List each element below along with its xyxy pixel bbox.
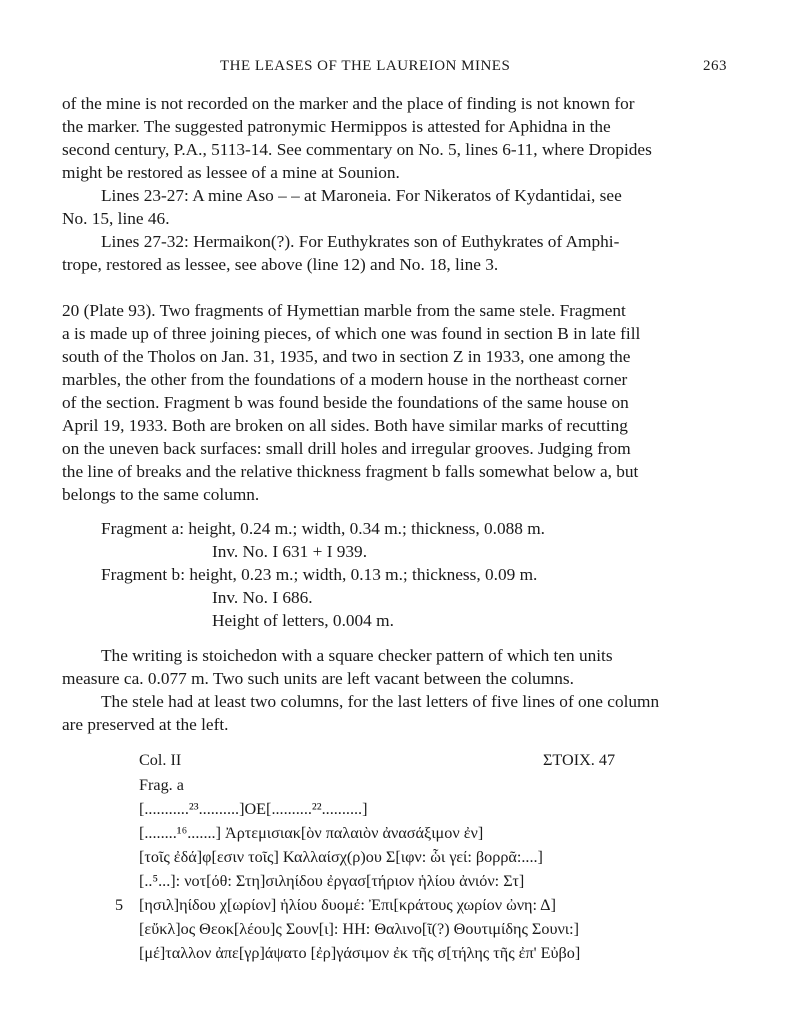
text-line: measure ca. 0.077 m. Two such units are left vacant between the columns. (62, 669, 574, 688)
text-line: Lines 23-27: A mine Aso – – at Maroneia. For Nikeratos of Kydantidai, see (101, 186, 622, 205)
running-title: THE LEASES OF THE LAUREION MINES (220, 58, 511, 74)
text-line: might be restored as lessee of a mine at Sounion. (62, 163, 400, 182)
text-line: the marker. The suggested patronymic Hermippos is attested for Aphidna in the (62, 117, 611, 136)
fragment-a-inv: Inv. No. I 631 + I 939. (212, 542, 368, 561)
inscription-line-2: [........¹⁶.......] Ἀρτεμισιακ[ὸν παλαιὸν ἀνασάξιμον ἐν] (139, 824, 484, 842)
text-line: trope, restored as lessee, see above (line 12) and No. 18, line 3. (62, 255, 499, 274)
text-line: on the uneven back surfaces: small drill holes and irregular grooves. Judging from (62, 439, 631, 458)
text-line: The stele had at least two columns, for the last letters of five lines of one column (101, 692, 660, 711)
text-line: marbles, the other from the foundations of a modern house in the northeast corner (62, 370, 628, 389)
text-line: No. 15, line 46. (62, 209, 170, 228)
line-number: 5 (115, 896, 124, 914)
text-line: of the mine is not recorded on the marker and the place of finding is not known for (62, 94, 635, 113)
page-number: 263 (703, 58, 727, 74)
letter-height: Height of letters, 0.004 m. (212, 611, 394, 630)
fragment-b-inv: Inv. No. I 686. (212, 588, 313, 607)
text-line: of the section. Fragment b was found beside the foundations of the same house on (62, 393, 629, 412)
text-line: Lines 27-32: Hermaikon(?). For Euthykrates son of Euthykrates of Amphi- (101, 232, 620, 251)
column-label: Col. II (139, 751, 182, 769)
text-line: the line of breaks and the relative thickness fragment b falls somewhat below a, but (62, 462, 639, 481)
fragment-a-measure: Fragment a: height, 0.24 m.; width, 0.34 m.; thickness, 0.088 m. (101, 519, 545, 538)
text-line: south of the Tholos on Jan. 31, 1935, and two in section Ζ in 1933, one among the (62, 347, 631, 366)
fragment-label: Frag. a (139, 776, 184, 794)
entry-20-heading-line: 20 (Plate 93). Two fragments of Hymettian marble from the same stele. Fragment (62, 301, 626, 320)
inscription-line-4: [..⁵...]: νοτ[όθ: Στη]σιληίδου ἐργασ[τήριον ἡλίου ἀνιόν: Στ] (139, 872, 525, 890)
text-line: April 19, 1933. Both are broken on all sides. Both have similar marks of recutting (62, 416, 628, 435)
stoichedon-label: ΣΤΟΙΧ. 47 (543, 751, 616, 769)
inscription-line-3: [τοῖς ἐδά]φ[εσιν τοῖς] Καλλαίσχ(ρ)ου Σ[ιφν: ὧι γεί: βορρᾶ:....] (139, 848, 543, 866)
fragment-b-measure: Fragment b: height, 0.23 m.; width, 0.13 m.; thickness, 0.09 m. (101, 565, 538, 584)
text-line: second century, P.A., 5113-14. See commentary on No. 5, lines 6-11, where Dropides (62, 140, 652, 159)
text-line: a is made up of three joining pieces, of which one was found in section Β in late fill (62, 324, 641, 343)
inscription-line-5: [ησιλ]ηίδου χ[ωρίον] ἡλίου δυομέ: Ἐπι[κράτους χωρίον ὠνη: Δ] (139, 896, 556, 914)
text-line: belongs to the same column. (62, 485, 260, 504)
inscription-line-7: [μέ]ταλλον ἀπε[γρ]άψατο [ἐρ]γάσιμον ἐκ τῆς σ[τήλης τῆς ἐπ' Εὐβο] (139, 944, 581, 962)
text-line: are preserved at the left. (62, 715, 229, 734)
inscription-line-1: [...........²³..........]ΟΕ[..........²²..........] (139, 800, 368, 818)
inscription-line-6: [εὔκλ]ος Θεοκ[λέου]ς Σουν[ι]: ΗΗ: Θαλινο[ῖ(?) Θουτιμίδης Σουνι:] (139, 920, 580, 938)
text-line: The writing is stoichedon with a square checker pattern of which ten units (101, 646, 613, 665)
